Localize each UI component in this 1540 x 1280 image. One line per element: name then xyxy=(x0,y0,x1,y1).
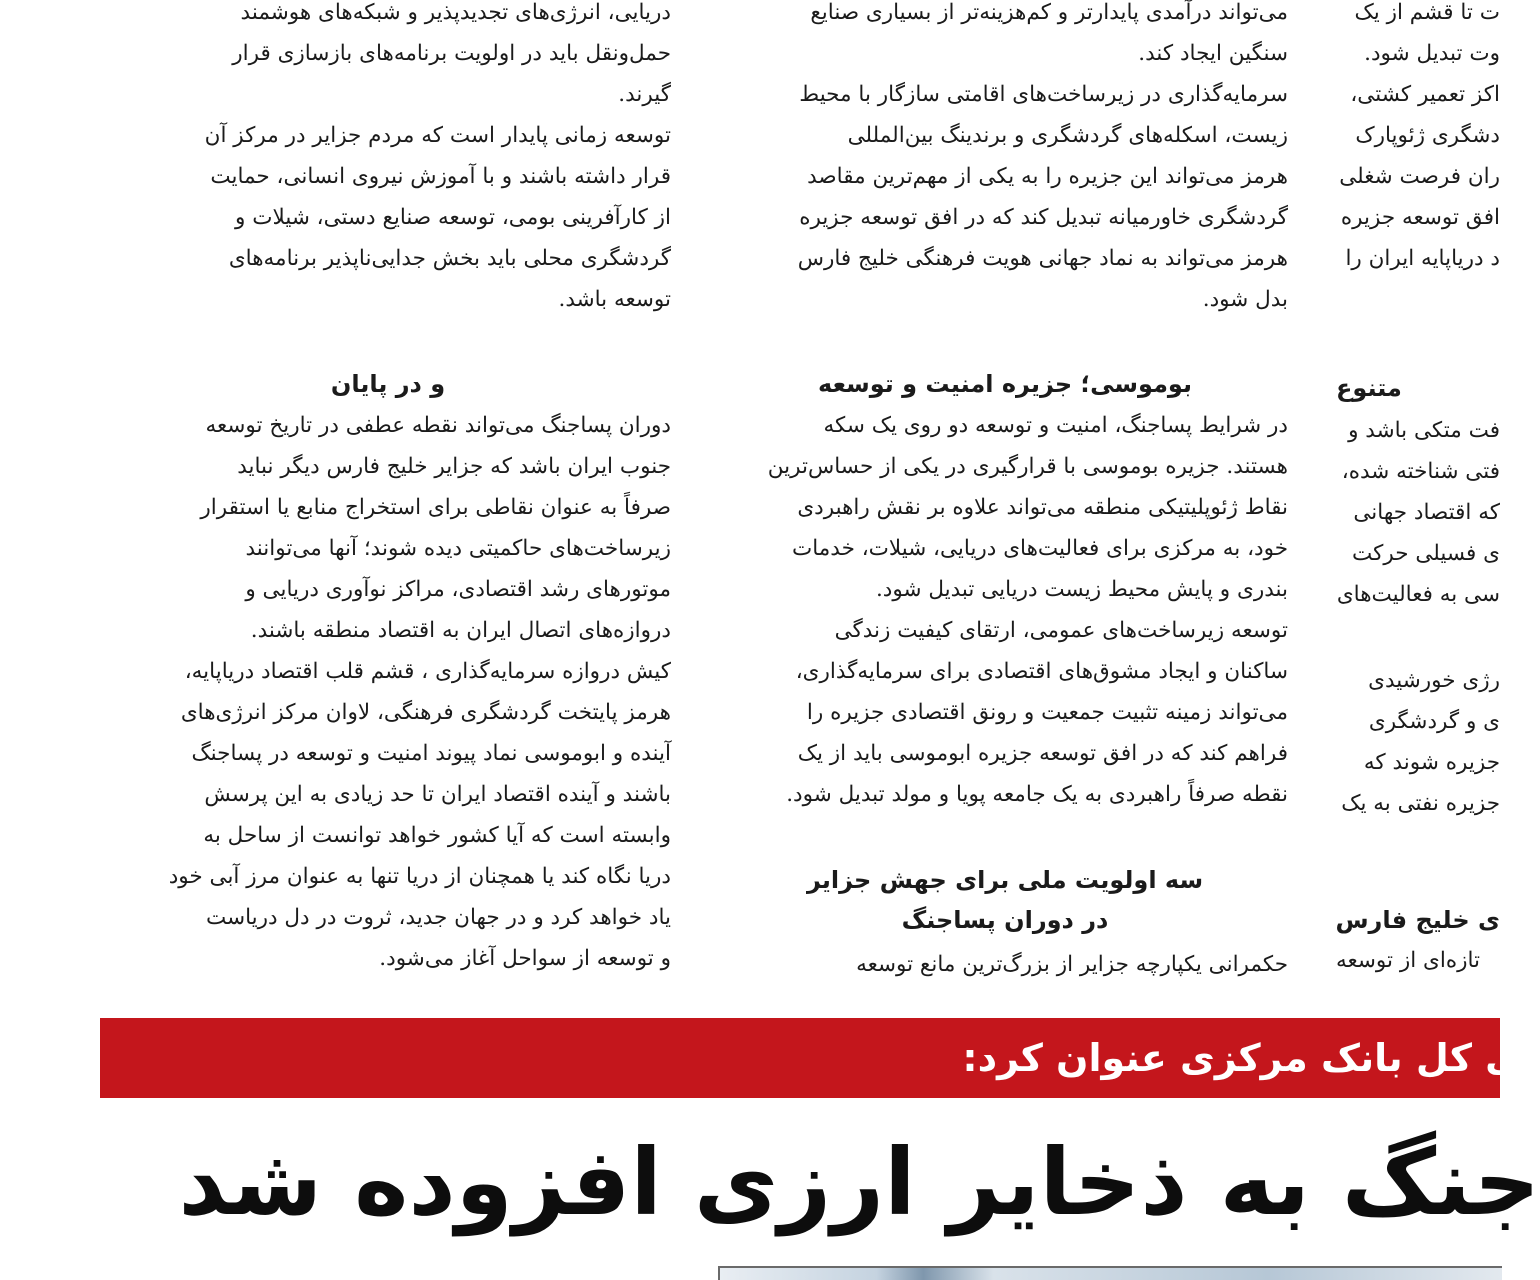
text-line: حمل‌ونقل باید در اولویت برنامه‌های بازسازی قرار xyxy=(105,33,671,74)
text-line: و توسعه از سواحل آغاز می‌شود. xyxy=(105,938,671,979)
text-line: نقطه صرفاً راهبردی به یک جامعه پویا و مولد تبدیل شود. xyxy=(722,774,1288,815)
text-line: بدل شود. xyxy=(722,279,1288,320)
heading-text: ی خلیج فارس xyxy=(1336,900,1500,940)
text-line: گیرند. xyxy=(105,74,671,115)
text-line: فراهم کند که در افق توسعه جزیره ابوموسی باید از یک xyxy=(722,733,1288,774)
headline-text: جنگ به ذخایر ارزی افزوده شد xyxy=(179,1118,1540,1248)
text-line: می‌تواند درآمدی پایدارتر و کم‌هزینه‌تر از بسیاری صنایع xyxy=(722,0,1288,33)
text-line: رژی خورشیدی xyxy=(1336,660,1500,701)
text-line: افق توسعه جزیره xyxy=(1336,197,1500,238)
section-heading-bumusa: بوموسی؛ جزیره امنیت و توسعه xyxy=(722,364,1288,404)
right-column-tail xyxy=(1336,940,1500,981)
main-headline xyxy=(405,1118,1500,1248)
left-column-bottom xyxy=(105,405,671,979)
text-line: هرمز می‌تواند این جزیره را به یکی از مهم‌ترین مقاصد xyxy=(722,156,1288,197)
text-line: فت متکی باشد و xyxy=(1336,410,1500,451)
kicker-bar xyxy=(100,1018,1500,1098)
text-line: دوران پساجنگ می‌تواند نقطه عطفی در تاریخ توسعه xyxy=(105,405,671,446)
text-line: خود، به مرکزی برای فعالیت‌های دریایی، شیلات، خدمات xyxy=(722,528,1288,569)
section-heading-priorities-1: سه اولویت ملی برای جهش جزایر xyxy=(722,860,1288,900)
left-column-top xyxy=(105,0,671,320)
text-line: توسعه زمانی پایدار است که مردم جزایر در مرکز آن xyxy=(105,115,671,156)
text-line: آینده و ابوموسی نماد پیوند امنیت و توسعه در پساجنگ xyxy=(105,733,671,774)
text-line: گردشگری خاورمیانه تبدیل کند که در افق توسعه جزیره xyxy=(722,197,1288,238)
text-line: هرمز می‌تواند به نماد جهانی هویت فرهنگی خلیج فارس xyxy=(722,238,1288,279)
text-line: بندری و پایش محیط زیست دریایی تبدیل شود. xyxy=(722,569,1288,610)
section-heading-diverse xyxy=(1336,368,1500,408)
text-line: می‌تواند زمینه تثبیت جمعیت و رونق اقتصادی جزیره را xyxy=(722,692,1288,733)
text-line: از کارآفرینی بومی، توسعه صنایع دستی، شیلات و xyxy=(105,197,671,238)
text-line: در شرایط پساجنگ، امنیت و توسعه دو روی یک سکه xyxy=(722,405,1288,446)
text-line: ی و گردشگری xyxy=(1336,701,1500,742)
text-line: موتورهای رشد اقتصادی، مراکز نوآوری دریایی و xyxy=(105,569,671,610)
text-line: باشند و آینده اقتصاد ایران تا حد زیادی به این پرسش xyxy=(105,774,671,815)
right-column-bottom-2 xyxy=(1336,660,1500,824)
text-line: فتی شناخته شده، xyxy=(1336,451,1500,492)
text-line: دریایی، انرژی‌های تجدیدپذیر و شبکه‌های هوشمند xyxy=(105,0,671,33)
text-line: دریا نگاه کند یا همچنان از دریا تنها به عنوان مرز آبی خود xyxy=(105,856,671,897)
text-line: ت تا قشم از یک xyxy=(1336,0,1500,33)
right-column-top xyxy=(1336,0,1500,279)
right-column-bottom xyxy=(1336,410,1500,615)
text-line: ران فرصت شغلی xyxy=(1336,156,1500,197)
text-line: جنوب ایران باشد که جزایر خلیج فارس دیگر نباید xyxy=(105,446,671,487)
text-line: توسعه باشد. xyxy=(105,279,671,320)
text-line: سی به فعالیت‌های xyxy=(1336,574,1500,615)
text-line: جزیره نفتی به یک xyxy=(1336,783,1500,824)
text-line: د دریاپایه ایران را xyxy=(1336,238,1500,279)
text-line: تازه‌ای از توسعه xyxy=(1336,940,1500,981)
news-photo xyxy=(718,1266,1502,1280)
text-line: وت تبدیل شود. xyxy=(1336,33,1500,74)
text-line: توسعه زیرساخت‌های عمومی، ارتقای کیفیت زندگی xyxy=(722,610,1288,651)
middle-column-top xyxy=(722,0,1288,320)
text-line: هستند. جزیره بوموسی با قرارگیری در یکی از حساس‌ترین xyxy=(722,446,1288,487)
section-heading-priorities-2: در دوران پساجنگ xyxy=(722,900,1288,940)
text-line: زیرساخت‌های حاکمیتی دیده شوند؛ آنها می‌توانند xyxy=(105,528,671,569)
text-line: اکز تعمیر کشتی، xyxy=(1336,74,1500,115)
kicker-text: ی کل بانک مرکزی عنوان کرد: xyxy=(962,1018,1520,1098)
text-line: کیش دروازه سرمایه‌گذاری ، قشم قلب اقتصاد دریاپایه، xyxy=(105,651,671,692)
middle-column-tail xyxy=(722,944,1288,985)
text-line: گردشگری محلی باید بخش جدایی‌ناپذیر برنامه‌های xyxy=(105,238,671,279)
text-line: جزیره شوند که xyxy=(1336,742,1500,783)
text-line: دروازه‌های اتصال ایران به اقتصاد منطقه باشند. xyxy=(105,610,671,651)
text-line: زیست، اسکله‌های گردشگری و برندینگ بین‌المللی xyxy=(722,115,1288,156)
text-line: دشگری ژئوپارک xyxy=(1336,115,1500,156)
text-line: حکمرانی یکپارچه جزایر از بزرگ‌ترین مانع توسعه xyxy=(722,944,1288,985)
text-line: وابسته است که آیا کشور خواهد توانست از ساحل به xyxy=(105,815,671,856)
text-line: ساکنان و ایجاد مشوق‌های اقتصادی برای سرمایه‌گذاری، xyxy=(722,651,1288,692)
text-line: ی فسیلی حرکت xyxy=(1336,533,1500,574)
text-line: هرمز پایتخت گردشگری فرهنگی، لاوان مرکز انرژی‌های xyxy=(105,692,671,733)
text-line: سرمایه‌گذاری در زیرساخت‌های اقامتی سازگار با محیط xyxy=(722,74,1288,115)
text-line: قرار داشته باشند و با آموزش نیروی انسانی، حمایت xyxy=(105,156,671,197)
text-line: یاد خواهد کرد و در جهان جدید، ثروت در دل دریاست xyxy=(105,897,671,938)
section-heading-finale: و در پایان xyxy=(105,364,671,404)
heading-text: متنوع xyxy=(1336,368,1500,408)
text-line: سنگین ایجاد کند. xyxy=(722,33,1288,74)
text-line: که اقتصاد جهانی xyxy=(1336,492,1500,533)
text-line: صرفاً به عنوان نقاطی برای استخراج منابع یا استقرار xyxy=(105,487,671,528)
text-line: نقاط ژئوپلیتیکی منطقه می‌تواند علاوه بر نقش راهبردی xyxy=(722,487,1288,528)
section-heading-gulf xyxy=(1336,900,1500,940)
middle-column-bottom xyxy=(722,405,1288,815)
